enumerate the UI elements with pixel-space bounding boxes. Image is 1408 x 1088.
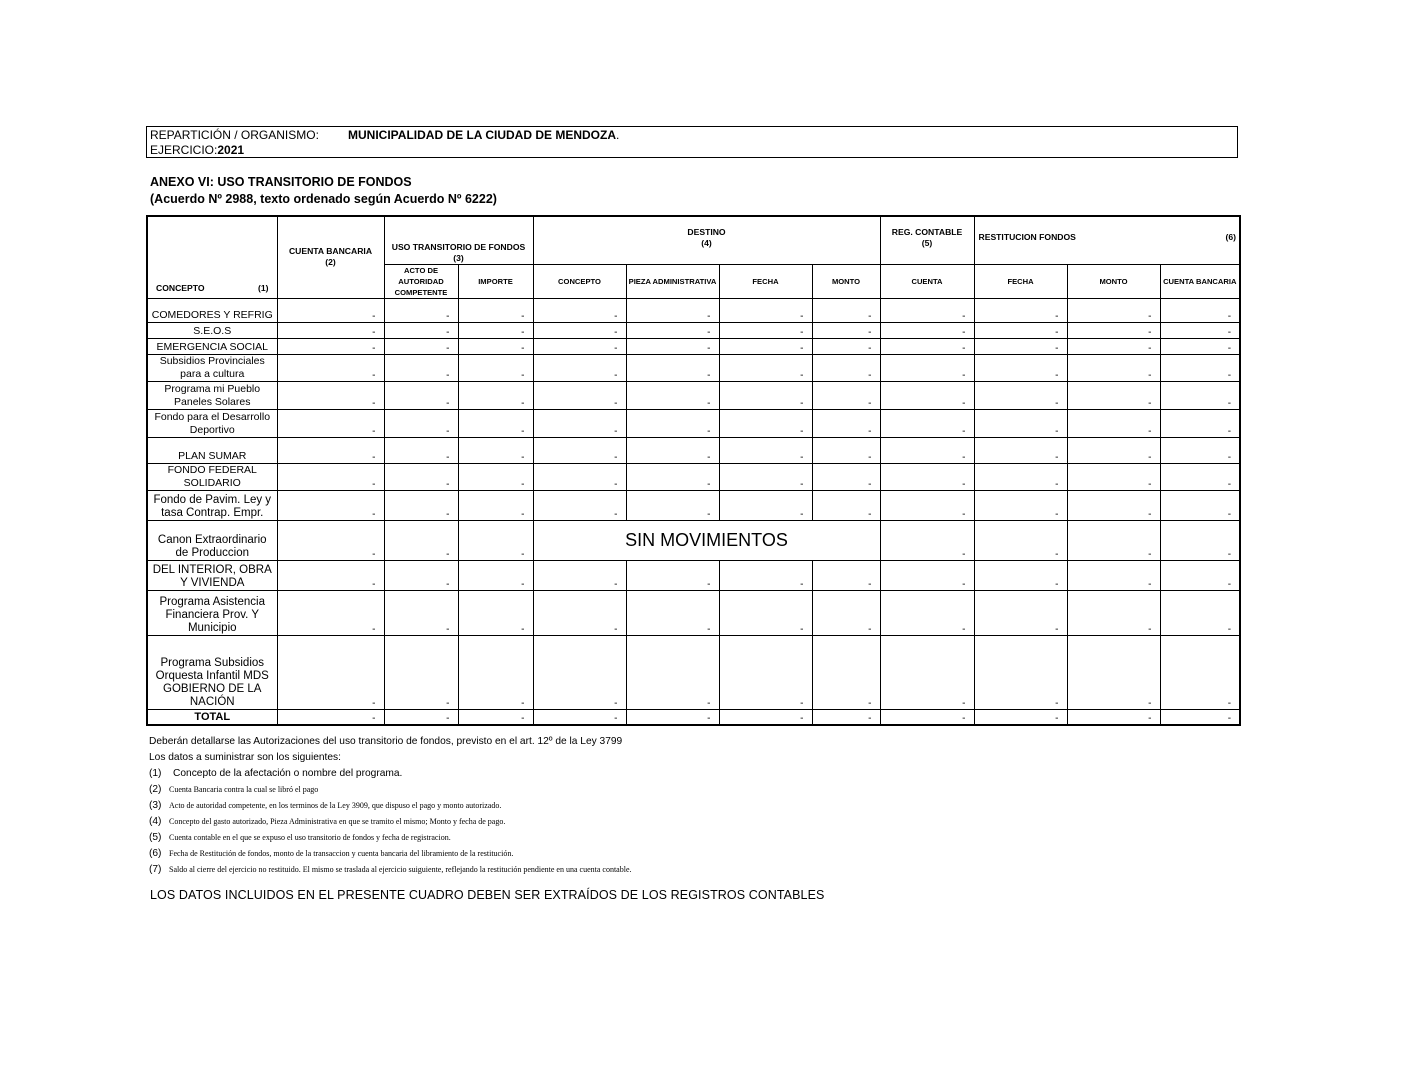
value-cell: - [277,590,384,635]
note-text: Cuenta Bancaria contra la cual se libró el pago [169,785,319,794]
col-destino [533,216,880,264]
sub-acto: ACTO DE AUTORIDAD COMPETENTE [384,264,458,298]
value-cell: - [384,338,458,354]
value-cell: - [384,635,458,709]
col-reg [880,216,974,264]
value-cell: - [384,322,458,338]
value-cell: - [533,381,626,409]
value-cell: - [533,409,626,437]
value-cell: - [880,338,974,354]
col-cuenta-bancaria-label: CUENTA BANCARIA [288,246,373,257]
note-number: (3) [149,800,162,811]
year-value: 2021 [217,143,245,157]
value-cell: - [880,381,974,409]
sub-monto: MONTO [812,264,880,298]
value-cell: - [626,381,719,409]
value-cell: - [719,490,812,520]
value-cell: - [533,354,626,381]
value-cell: - [384,381,458,409]
value-cell: - [719,354,812,381]
value-cell: - [626,709,719,725]
org-dot: . [616,128,620,142]
value-cell: - [458,354,533,381]
value-cell: - [719,590,812,635]
note-number: (5) [149,832,162,843]
value-cell: - [384,709,458,725]
value-cell: - [974,590,1067,635]
sub-fecha: FECHA [719,264,812,298]
value-cell: - [880,298,974,322]
header-box [146,126,1238,158]
row-concept: Programa Subsidios Orquesta Infantil MDS GOBIERNO DE LA NACIÓN [147,635,277,709]
value-cell: - [719,381,812,409]
table-row [147,635,1240,709]
sub-concepto: CONCEPTO [533,264,626,298]
col-uso-label: USO TRANSITORIO DE FONDOS [391,241,526,252]
value-cell: - [533,709,626,725]
value-cell: - [277,560,384,590]
col-uso [384,216,533,264]
value-cell: - [626,635,719,709]
value-cell: - [974,322,1067,338]
value-cell: - [384,520,458,560]
value-cell: - [277,490,384,520]
note-item [149,830,632,846]
value-cell: - [719,322,812,338]
value-cell: - [880,490,974,520]
value-cell: - [277,709,384,725]
value-cell: - [974,635,1067,709]
table-row [147,560,1240,590]
note-text: Acto de autoridad competente, en los terminos de la Ley 3909, que dispuso el pago y monto autorizado. [169,801,502,810]
note-number: (2) [149,784,162,795]
notes [149,734,632,878]
table-row [147,437,1240,463]
total-label: TOTAL [147,709,277,725]
value-cell: - [1067,520,1160,560]
value-cell: - [1067,437,1160,463]
table-row [147,490,1240,520]
value-cell: - [974,354,1067,381]
value-cell: - [1067,322,1160,338]
value-cell: - [626,437,719,463]
note-item [149,782,632,798]
value-cell: - [458,520,533,560]
value-cell: - [1160,490,1240,520]
value-cell: - [1067,463,1160,490]
row-concept: Fondo de Pavim. Ley y tasa Contrap. Empr. [147,490,277,520]
row-concept: Programa Asistencia Financiera Prov. Y Municipio [147,590,277,635]
year-label: EJERCICIO: [150,143,218,157]
value-cell: - [458,490,533,520]
value-cell: - [974,560,1067,590]
value-cell: - [812,409,880,437]
table-row [147,381,1240,409]
value-cell: - [277,381,384,409]
value-cell: - [812,590,880,635]
row-concept: S.E.O.S [147,322,277,338]
value-cell: - [880,409,974,437]
value-cell: - [1160,338,1240,354]
value-cell: - [812,298,880,322]
row-concept: Programa mi Pueblo Paneles Solares [147,381,277,409]
value-cell: - [1160,381,1240,409]
value-cell: - [1160,560,1240,590]
value-cell: - [880,635,974,709]
col-restitucion-label: RESTITUCION FONDOS [978,232,1076,242]
note-text: Concepto de la afectación o nombre del programa. [173,768,403,779]
row-concept: FONDO FEDERAL SOLIDARIO [147,463,277,490]
value-cell: - [384,409,458,437]
value-cell: - [719,409,812,437]
table-row [147,298,1240,322]
value-cell: - [1067,590,1160,635]
value-cell: - [812,463,880,490]
table-body [147,298,1240,725]
value-cell: - [880,560,974,590]
value-cell: - [880,437,974,463]
notes-list [149,766,632,878]
note-text: Saldo al cierre del ejercicio no restituido. El mismo se traslada al ejercicio suiguiente, reflejando la restitución pendiente en una cuenta contable. [169,865,632,874]
col-cuenta-bancaria [277,216,384,298]
value-cell: - [458,381,533,409]
value-cell: - [974,463,1067,490]
value-cell: - [384,463,458,490]
value-cell: - [533,590,626,635]
value-cell: - [384,437,458,463]
sub-cuenta-bancaria: CUENTA BANCARIA [1160,264,1240,298]
value-cell: - [880,463,974,490]
value-cell: - [812,437,880,463]
value-cell: - [974,709,1067,725]
note-number: (6) [149,848,162,859]
row-concept: Fondo para el Desarrollo Deportivo [147,409,277,437]
table-row [147,322,1240,338]
value-cell: - [626,322,719,338]
table-row [147,520,1240,560]
value-cell: - [458,298,533,322]
note-number: (4) [149,816,162,827]
value-cell: - [974,338,1067,354]
value-cell: - [533,322,626,338]
col-concepto [147,216,277,298]
value-cell: - [719,635,812,709]
note-text: Concepto del gasto autorizado, Pieza Administrativa en que se tramito el mismo; Monto y fecha de pago. [169,817,506,826]
value-cell: - [458,463,533,490]
sub-monto2: MONTO [1067,264,1160,298]
value-cell: - [1160,298,1240,322]
value-cell: - [1160,520,1240,560]
value-cell: - [626,338,719,354]
row-concept: Subsidios Provinciales para a cultura [147,354,277,381]
value-cell: - [719,298,812,322]
value-cell: - [1067,560,1160,590]
value-cell: - [974,381,1067,409]
note-item [149,766,632,782]
value-cell: - [880,709,974,725]
note-item [149,846,632,862]
row-concept: COMEDORES Y REFRIG [147,298,277,322]
value-cell: - [277,520,384,560]
value-cell: - [384,298,458,322]
table-row [147,409,1240,437]
value-cell: - [1160,463,1240,490]
value-cell: - [533,560,626,590]
sub-importe: IMPORTE [458,264,533,298]
value-cell: - [533,463,626,490]
col-reg-label: REG. CONTABLE [891,227,963,237]
col-destino-label: DESTINO [687,227,726,237]
note-text: Fecha de Restitución de fondos, monto de la transaccion y cuenta bancaria del libramiento de la restitución. [169,849,514,858]
value-cell: - [626,463,719,490]
value-cell: - [458,560,533,590]
value-cell: - [812,381,880,409]
value-cell: - [812,322,880,338]
value-cell: - [1160,437,1240,463]
value-cell: - [1160,354,1240,381]
value-cell: - [626,354,719,381]
value-cell: - [812,490,880,520]
value-cell: - [812,635,880,709]
value-cell: - [277,298,384,322]
notes-intro-1: Deberán detallarse las Autorizaciones del uso transitorio de fondos, previsto en el art. 12º de la Ley 3799 [149,736,623,747]
org-line [150,128,1234,143]
value-cell: - [533,298,626,322]
table-row [147,463,1240,490]
value-cell: - [458,590,533,635]
value-cell: - [880,590,974,635]
value-cell: - [719,437,812,463]
value-cell: - [533,338,626,354]
col-restitucion-num: (6) [1225,232,1237,242]
value-cell: - [1067,354,1160,381]
table-row [147,354,1240,381]
org-label: REPARTICIÓN / ORGANISMO: [150,128,319,142]
col-concepto-label: CONCEPTO [156,282,205,293]
value-cell: - [1067,409,1160,437]
footer-note: LOS DATOS INCLUIDOS EN EL PRESENTE CUADRO DEBEN SER EXTRAÍDOS DE LOS REGISTROS CONTABLES [150,888,825,902]
value-cell: - [277,322,384,338]
row-concept: EMERGENCIA SOCIAL [147,338,277,354]
value-cell: - [974,298,1067,322]
annex-subtitle: (Acuerdo Nº 2988, texto ordenado según Acuerdo Nº 6222) [150,192,497,206]
value-cell: - [1067,338,1160,354]
note-number: (7) [149,864,162,875]
value-cell: - [974,520,1067,560]
value-cell: - [719,338,812,354]
value-cell: - [626,560,719,590]
value-cell: - [384,590,458,635]
value-cell: - [277,354,384,381]
value-cell: - [384,560,458,590]
note-item [149,862,632,878]
note-number: (1) [149,768,162,779]
row-concept: DEL INTERIOR, OBRA Y VIVIENDA [147,560,277,590]
value-cell: - [1160,322,1240,338]
value-cell: - [1160,409,1240,437]
value-cell: - [458,338,533,354]
value-cell: - [880,322,974,338]
value-cell: - [1067,635,1160,709]
value-cell: - [719,560,812,590]
note-text: Cuenta contable en el que se expuso el uso transitorio de fondos y fecha de registracion. [169,833,451,842]
value-cell: - [533,490,626,520]
col-cuenta-bancaria-num: (2) [325,257,336,268]
value-cell: - [812,709,880,725]
value-cell: - [277,338,384,354]
value-cell: - [533,437,626,463]
value-cell: - [626,590,719,635]
org-value: MUNICIPALIDAD DE LA CIUDAD DE MENDOZA [348,128,616,142]
value-cell: - [1067,298,1160,322]
table-header [147,216,1240,298]
value-cell: - [458,437,533,463]
sub-pieza: PIEZA ADMINISTRATIVA [626,264,719,298]
value-cell: - [626,298,719,322]
value-cell: - [1160,635,1240,709]
value-cell: - [458,709,533,725]
col-concepto-num: (1) [257,282,269,293]
value-cell: - [812,354,880,381]
annex-heading [150,174,497,208]
value-cell: - [277,437,384,463]
value-cell: - [880,520,974,560]
value-cell: - [1067,490,1160,520]
sub-cuenta: CUENTA [880,264,974,298]
value-cell: - [880,354,974,381]
notes-intro-2: Los datos a suministrar son los siguientes: [149,752,341,763]
value-cell: - [384,490,458,520]
col-uso-num: (3) [453,252,464,263]
annex-title: ANEXO VI: USO TRANSITORIO DE FONDOS [150,175,412,189]
value-cell: - [458,409,533,437]
note-item [149,814,632,830]
value-cell: - [1160,709,1240,725]
sub-fecha2: FECHA [974,264,1067,298]
value-cell: - [277,635,384,709]
value-cell: - [1067,381,1160,409]
value-cell: - [974,490,1067,520]
value-cell: - [277,409,384,437]
value-cell: - [626,409,719,437]
value-cell: - [458,322,533,338]
funds-table [146,215,1241,726]
value-cell: - [719,463,812,490]
value-cell: - [1067,709,1160,725]
col-destino-num: (4) [701,238,712,248]
row-concept: PLAN SUMAR [147,437,277,463]
value-cell: - [974,409,1067,437]
table-row [147,338,1240,354]
row-concept: Canon Extraordinario de Produccion [147,520,277,560]
value-cell: - [277,463,384,490]
col-reg-num: (5) [921,238,933,248]
value-cell: - [384,354,458,381]
value-cell: - [719,709,812,725]
table-row [147,590,1240,635]
value-cell: - [458,635,533,709]
value-cell: - [812,338,880,354]
sin-movimientos: SIN MOVIMIENTOS [533,520,880,560]
year-line [150,143,1234,158]
value-cell: - [974,437,1067,463]
value-cell: - [533,635,626,709]
value-cell: - [1160,590,1240,635]
value-cell: - [626,490,719,520]
value-cell: - [812,560,880,590]
note-item [149,798,632,814]
col-restitucion [974,216,1240,264]
total-row [147,709,1240,725]
